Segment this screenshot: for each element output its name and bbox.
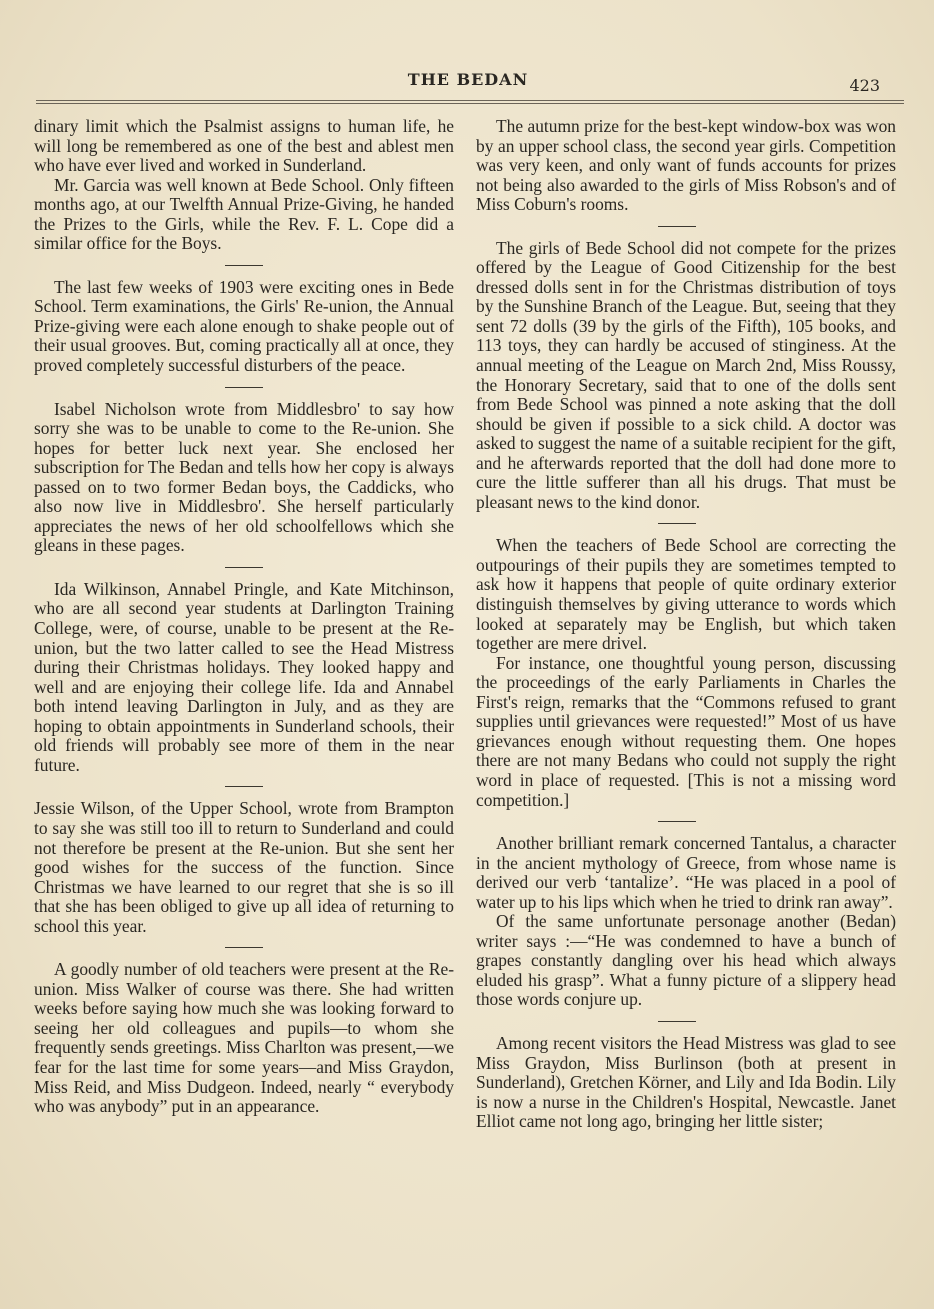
article-paragraph: When the teachers of Bede School are correcting the outpourings of their pupils they are sometimes tempted to ask how it happens that people of quite ordinary exterior distinguish themselves by giving utterance to words which looked at separately may be English, but which taken together are mere drivel. [476, 535, 896, 654]
article-paragraph: Mr. Garcia was well known at Bede School. Only fifteen months ago, at our Twelfth Annual Prize-Giving, he handed the Prizes to the Girls, while the Rev. F. L. Cope did a similar office for the Boys. [34, 174, 454, 254]
article-paragraph: The girls of Bede School did not compete for the prizes offered by the League of Good Citizenship for the best dressed dolls sent in for the Christmas distribution of toys by the Sunshine Branch of the League. But, seeing that they sent 72 dolls (39 by the girls of the Fifth), 105 books, and 113 toys, they can hardly be accused of stinginess. At the annual meeting of the League on March 2nd, Miss Roussy, the Honorary Secretary, said that to one of the dolls sent from Bede School was pinned a note asking that the doll should be given if possible to a sick child. A doctor was asked to suggest the name of a suitable recipient for the gift, and he afterwards reported that the doll had done more to cure the little sufferer than all his drugs. That must be pleasant news to the kind donor. [476, 237, 896, 512]
left-column [34, 117, 454, 1117]
right-column [476, 117, 896, 1132]
article-paragraph: dinary limit which the Psalmist assigns to human life, he will long be remembered as one of the best and ablest men who have ever lived and worked in Sunderland. [34, 116, 454, 176]
section-divider [225, 947, 263, 948]
section-divider [225, 265, 263, 266]
running-head [30, 68, 906, 96]
page-number: 423 [849, 76, 880, 95]
section-divider [658, 1021, 696, 1022]
journal-title: THE BEDAN [407, 70, 529, 89]
article-paragraph: Jessie Wilson, of the Upper School, wrote from Brampton to say she was still too ill to return to Sunderland and could not therefore be present at the Re-union. But she sent her good wishes for the success of the function. Since Christmas we have learned to our regret that she is so ill that she has been obliged to give up all idea of returning to school this year. [34, 798, 454, 936]
article-paragraph: Of the same unfortunate personage another (Bedan) writer says :—“He was condemned to have a bunch of grapes constantly dangling over his head which always eluded his grasp”. What a funny picture of a slippery head those words conjure up. [476, 911, 896, 1010]
section-divider [658, 821, 696, 822]
article-paragraph: A goodly number of old teachers were present at the Re-union. Miss Walker of course was there. She had written weeks before saying how much she was looking forward to seeing her old colleagues and pupils—to whom she frequently sends greetings. Miss Charlton was present,—we fear for the last time for some years—and Miss Graydon, Miss Reid, and Miss Dudgeon. Indeed, nearly “ everybody who was anybody” put in an appearance. [34, 959, 454, 1117]
article-paragraph: Ida Wilkinson, Annabel Pringle, and Kate Mitchinson, who are all second year students at Darlington Training College, were, of course, unable to be present at the Re-union, but the two latter called to see the Head Mistress during their Christmas holidays. They looked happy and well and are enjoying their college life. Ida and Annabel both intend leaving Darlington in July, and as they are hoping to obtain appointments in Sunderland schools, their old friends will probably see more of them in the near future. [34, 578, 454, 775]
section-divider [225, 567, 263, 568]
article-paragraph: Isabel Nicholson wrote from Middlesbro' to say how sorry she was to be unable to come to the Re-union. She hopes for better luck next year. She enclosed her subscription for The Bedan and tells how her copy is always passed on to two former Bedan boys, the Caddicks, who also now live in Middlesbro'. She herself particularly appreciates the news of her old schoolfellows which she gleans in these pages. [34, 398, 454, 556]
section-divider [225, 786, 263, 787]
section-divider [658, 226, 696, 227]
section-divider [225, 387, 263, 388]
article-paragraph: For instance, one thoughtful young person, discussing the proceedings of the early Parliaments in Charles the First's reign, remarks that the “Commons refused to grant supplies until grievances were requested!” Most of us have grievances enough without requesting them. One hopes there are not many Bedans who could not supply the right word in place of requested. [This is not a missing word competition.] [476, 652, 896, 810]
article-paragraph: Among recent visitors the Head Mistress was glad to see Miss Graydon, Miss Burlinson (both at present in Sunderland), Gretchen Körner, and Lily and Ida Bodin. Lily is now a nurse in the Children's Hospital, Newcastle. Janet Elliot came not long ago, bringing her little sister; [476, 1032, 896, 1132]
article-paragraph: The autumn prize for the best-kept window-box was won by an upper school class, the second year girls. Competition was very keen, and only want of funds accounts for prizes not being also awarded to the girls of Miss Robson's and of Miss Coburn's rooms. [476, 116, 896, 215]
article-paragraph: The last few weeks of 1903 were exciting ones in Bede School. Term examinations, the Girls' Re-union, the Annual Prize-giving were each alone enough to shake people out of their usual grooves. But, coming practically all at once, they proved completely successful disturbers of the peace. [34, 276, 454, 376]
section-divider [658, 523, 696, 524]
article-paragraph: Another brilliant remark concerned Tantalus, a character in the ancient mythology of Greece, from whose name is derived our verb ‘tantalize’. “He was placed in a pool of water up to his lips which when he tried to drink ran away”. [476, 833, 896, 912]
header-rule [36, 100, 904, 104]
